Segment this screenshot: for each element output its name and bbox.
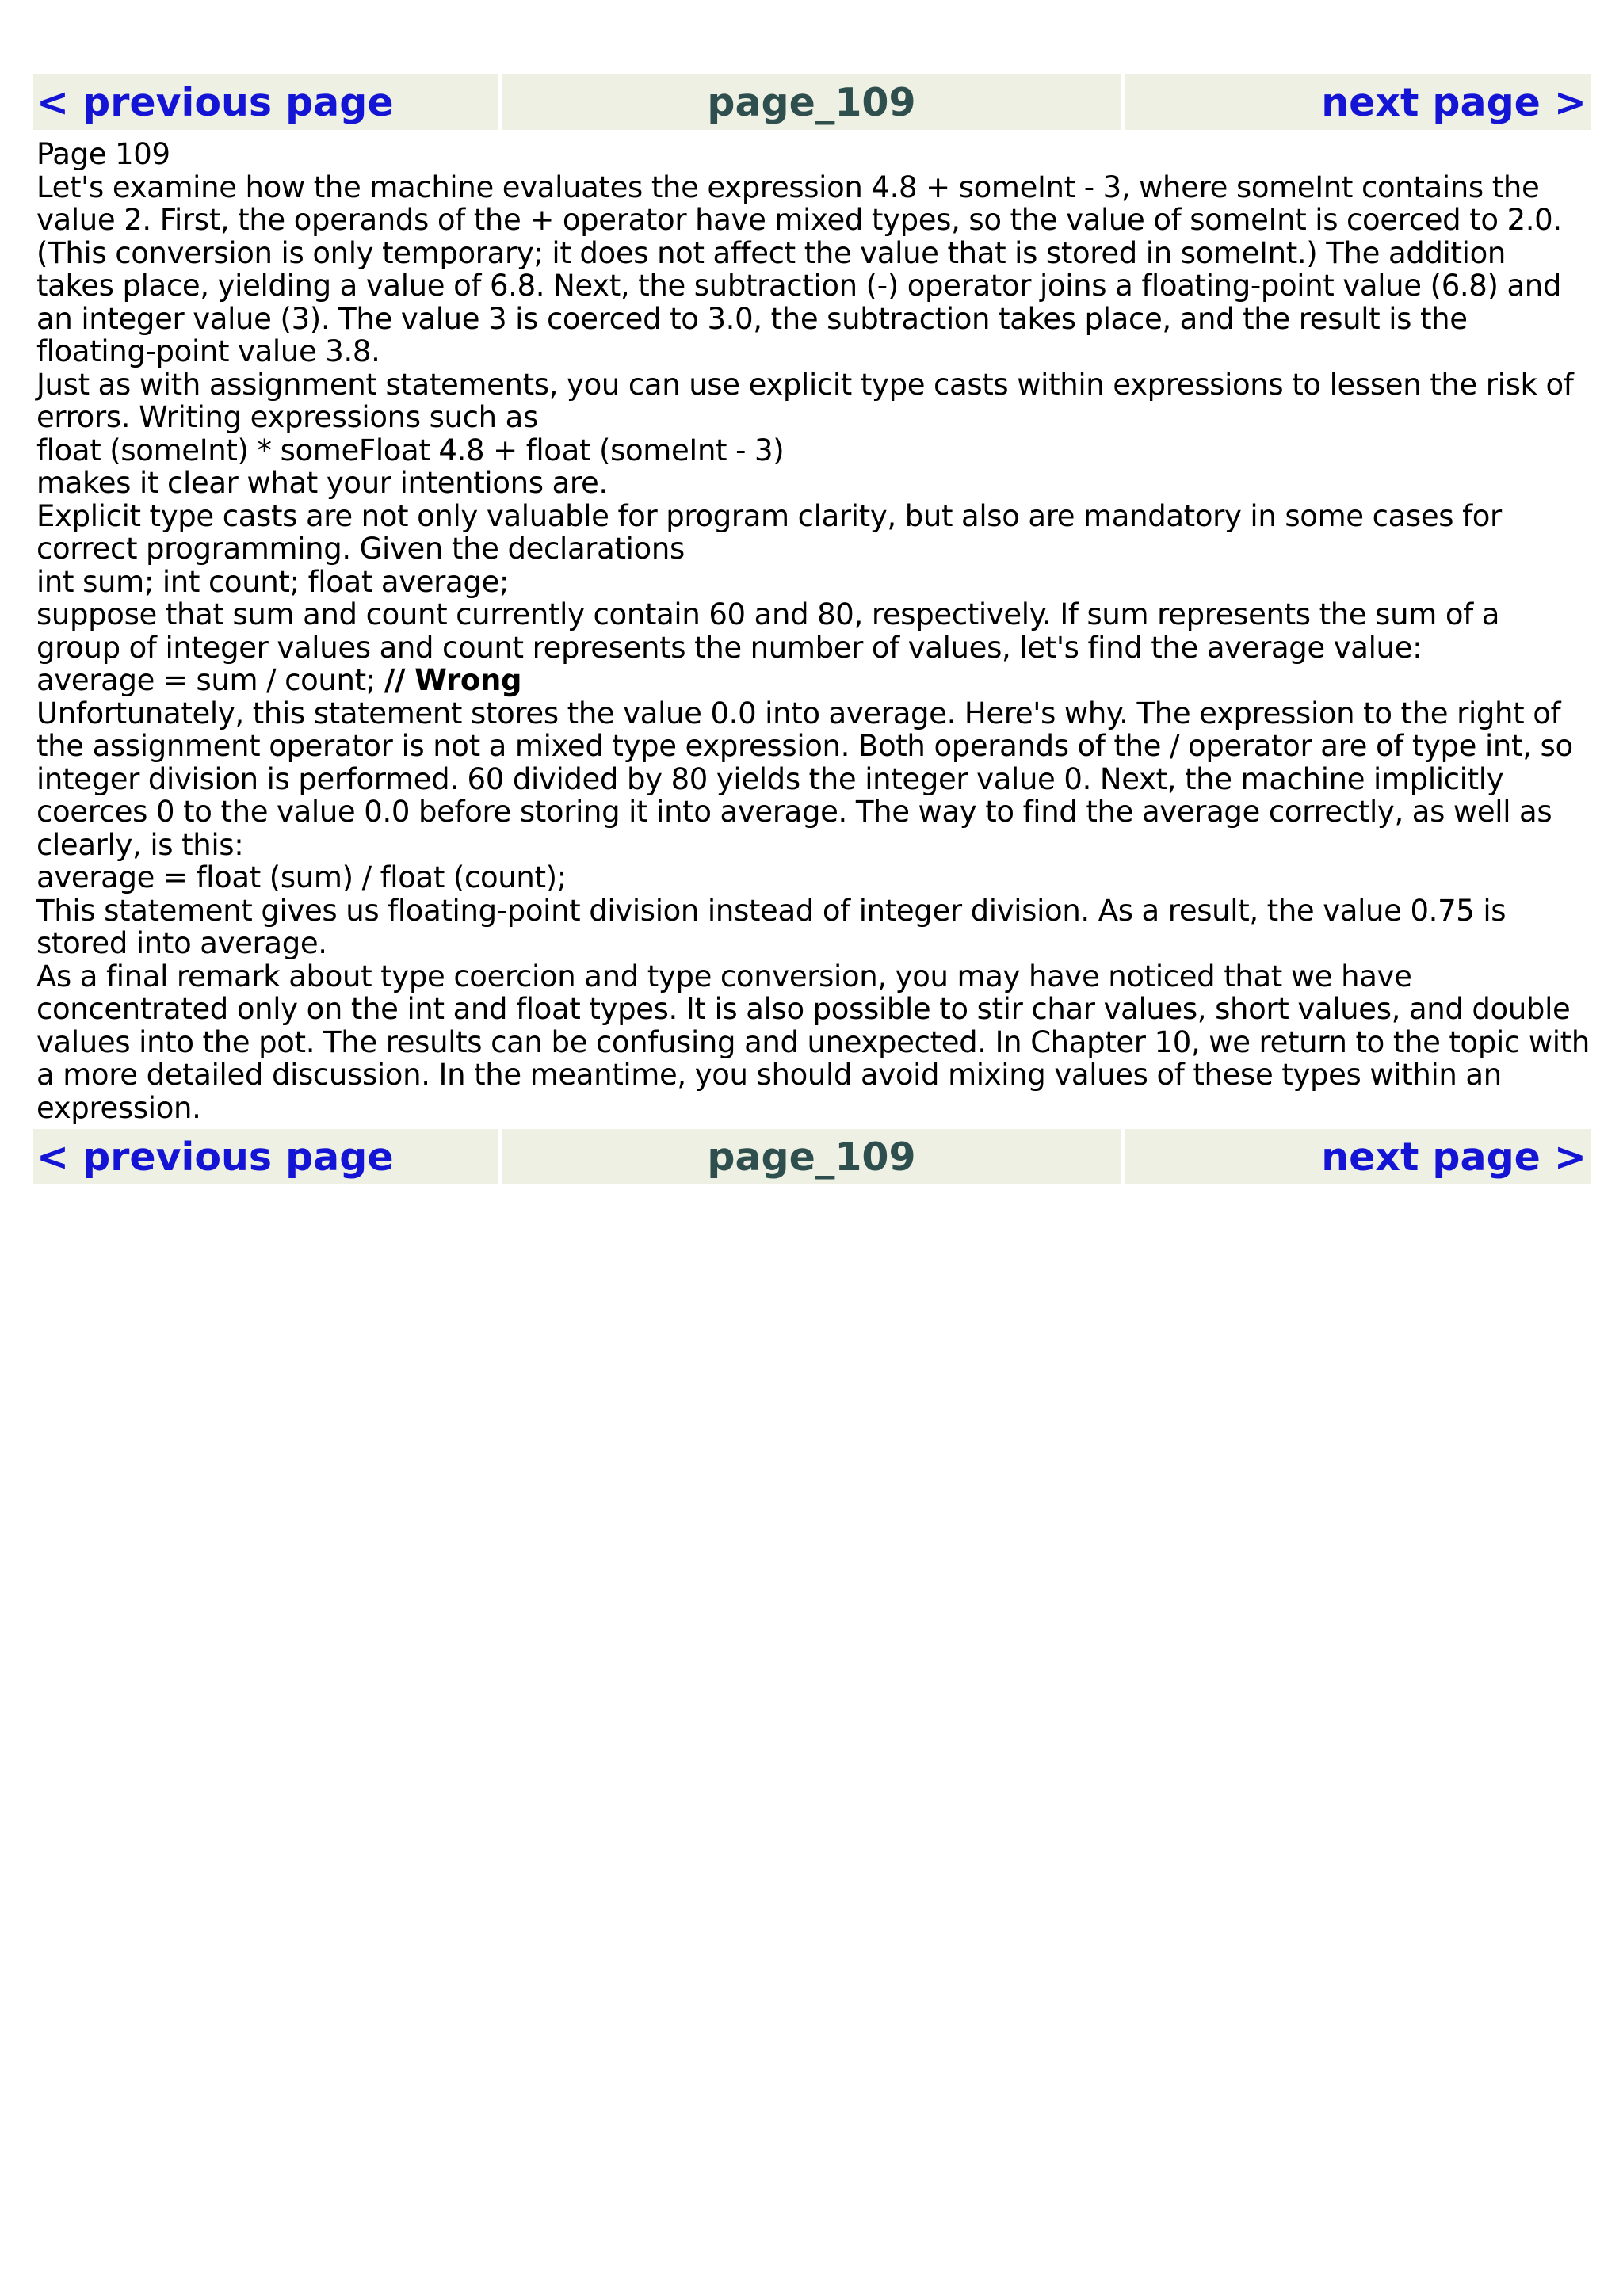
next-page-link[interactable]: next page > (1125, 1129, 1591, 1184)
paragraph-intentions: makes it clear what your intentions are. (36, 466, 608, 500)
code-comment-wrong: // Wrong (384, 663, 522, 697)
code-line-cast-expression: float (someInt) * someFloat 4.8 + float (someInt - 3) (36, 433, 785, 467)
next-page-link[interactable]: next page > (1125, 74, 1591, 130)
page-label: page_109 (502, 1129, 1121, 1184)
page-label: page_109 (502, 74, 1121, 130)
top-navigation-bar (33, 74, 1591, 130)
paragraph-sum-count: suppose that sum and count currently contain 60 and 80, respectively. If sum represents the sum of a group of integer values and count represents the number of values, let's find the average value: (36, 597, 1500, 665)
paragraph-final-remark: As a final remark about type coercion and type conversion, you may have noticed that we have concentrated only on the int and float types. It is also possible to stir char values, short values, and double values into the pot. The results can be confusing and unexpected. In Chapter 10, we return to the topic with a more detailed discussion. In the meantime, you should avoid mixing values of these types within an expression. (36, 959, 1590, 1125)
page-content (33, 130, 1591, 1129)
code-line-wrong-average (36, 664, 1591, 697)
previous-page-link[interactable]: < previous page (33, 74, 498, 130)
page-container (33, 74, 1591, 1184)
bottom-navigation-bar (33, 1129, 1591, 1184)
previous-page-link[interactable]: < previous page (33, 1129, 498, 1184)
code-line-declarations: int sum; int count; float average; (36, 564, 510, 599)
page-heading: Page 109 (36, 137, 170, 171)
code-statement: average = sum / count; (36, 663, 384, 697)
paragraph-integer-division: Unfortunately, this statement stores the value 0.0 into average. Here's why. The expression to the right of the assignment operator is not a mixed type expression. Both operands of the / operator are of type int, so integer division is performed. 60 divided by 80 yields the integer value 0. Next, the machine implicitly coerces 0 to the value 0.0 before storing it into average. The way to find the average correctly, as well as clearly, is this: (36, 696, 1573, 862)
paragraph-floating-point-division: This statement gives us floating-point division instead of integer division. As a result, the value 0.75 is stored into average. (36, 893, 1507, 960)
paragraph-mandatory-casts: Explicit type casts are not only valuable for program clarity, but also are mandatory in some cases for correct programming. Given the declarations (36, 498, 1502, 566)
paragraph-explicit-casts: Just as with assignment statements, you can use explicit type casts within expressions to lessen the risk of errors. Writing expressions such as (36, 367, 1574, 434)
paragraph-expression-evaluation: Let's examine how the machine evaluates the expression 4.8 + someInt - 3, where someInt contains the value 2. First, the operands of the + operator have mixed types, so the value of someInt is coerced to 2.0. (This conversion is only temporary; it does not affect the value that is stored in someInt.) The addition takes place, yielding a value of 6.8. Next, the subtraction (-) operator joins a floating-point value (6.8) and an integer value (3). The value 3 is coerced to 3.0, the subtraction takes place, and the result is the floating-point value 3.8. (36, 170, 1562, 368)
code-line-correct-average: average = float (sum) / float (count); (36, 860, 567, 894)
